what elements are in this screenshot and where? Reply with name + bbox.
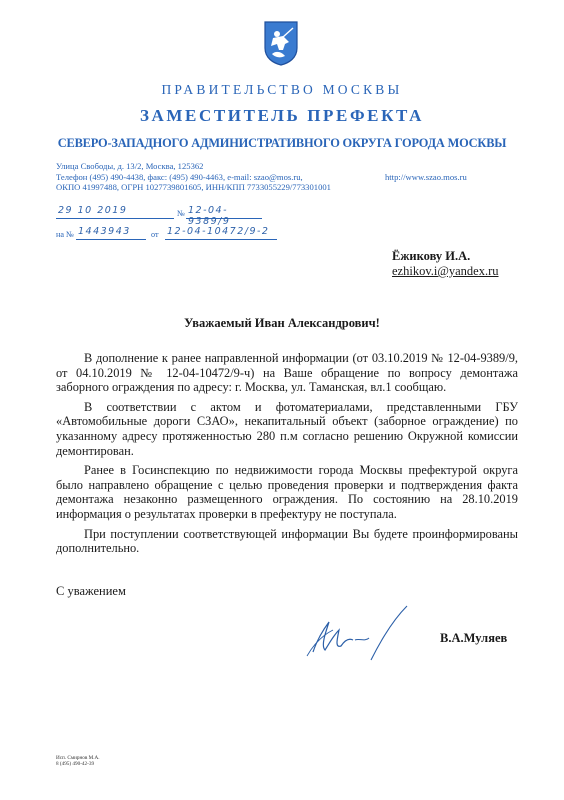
reg-date-field <box>56 206 174 219</box>
ref-date-field <box>165 227 277 240</box>
recipient-name: Ёжикову И.А. <box>392 249 471 263</box>
reg-number-field <box>186 205 262 227</box>
reg-number-handwritten: 12-04-9389/9 <box>188 205 231 227</box>
letter-greeting: Уважаемый Иван Александрович! <box>184 316 380 330</box>
government-title: ПРАВИТЕЛЬСТВО МОСКВЫ <box>161 82 403 97</box>
ref-number-field <box>76 227 146 240</box>
deputy-prefect-title: ЗАМЕСТИТЕЛЬ ПРЕФЕКТА <box>139 106 425 125</box>
letter-body <box>56 351 518 561</box>
recipient-email[interactable]: ezhikov.i@yandex.ru <box>392 264 499 278</box>
closing-phrase: С уважением <box>56 584 126 598</box>
district-title: СЕВЕРО-ЗАПАДНОГО АДМИНИСТРАТИВНОГО ОКРУГА ГОРОДА МОСКВЫ <box>57 136 507 150</box>
executor-info <box>56 755 100 768</box>
paragraph: Ранее в Госинспекцию по недвижимости города Москвы префектурой округа было направлено обращение с целью проведения проверки и подтверждения факта демонтажа незаконно размещенного ограждения. По состоянию на 28.10.2019 информация о результатах проверки в префектуру не поступала. <box>56 463 518 521</box>
recipient-block <box>392 249 499 279</box>
contact-block <box>56 161 331 193</box>
reg-date-handwritten: 29 10 2019 <box>58 205 128 216</box>
paragraph: В дополнение к ранее направленной информации (от 03.10.2019 № 12-04-9389/9, от 04.10.2019 № 12-04-10472/9-ч) на Ваше обращение по вопросу демонтажа заборного ограждения по адресу: г. Москва, ул. Таманская, вл.1 сообщаю. <box>56 351 518 395</box>
reg-number-label: № <box>177 209 185 218</box>
ref-number-handwritten: 1443943 <box>78 226 131 237</box>
website-link[interactable]: http://www.szao.mos.ru <box>385 172 467 182</box>
moscow-coat-of-arms-icon <box>263 20 299 66</box>
phone-line: Телефон (495) 490-4438, факс: (495) 490-4463, e-mail: szao@mos.ru, <box>56 171 303 182</box>
address-line: Улица Свободы, д. 13/2, Москва, 125362 <box>56 161 204 171</box>
paragraph: При поступлении соответствующей информации Вы будете проинформированы дополнительно. <box>56 526 518 556</box>
paragraph: В соответствии с актом и фотоматериалами, представленными ГБУ «Автомобильные дороги СЗАО», некапитальный объект (заборное ограждение) по указанному адресу протяженностью 280 п.м согласно решению Окружной комиссии демонтирован. <box>56 399 518 458</box>
registry-codes-line: ОКПО 41997488, ОГРН 1027739801605, ИНН/КПП 7733055229/773301001 <box>56 182 331 192</box>
signatory-name: В.А.Муляев <box>440 631 508 645</box>
executor-name: Исп. Смирнов М.А. <box>56 755 100 761</box>
ref-date-label: от <box>151 230 159 239</box>
executor-phone: 8 (495) 490-42-39 <box>56 761 95 768</box>
ref-number-label: на № <box>56 230 74 239</box>
handwritten-signature <box>295 600 415 670</box>
ref-date-handwritten: 12-04-10472/9-2 <box>167 226 270 237</box>
